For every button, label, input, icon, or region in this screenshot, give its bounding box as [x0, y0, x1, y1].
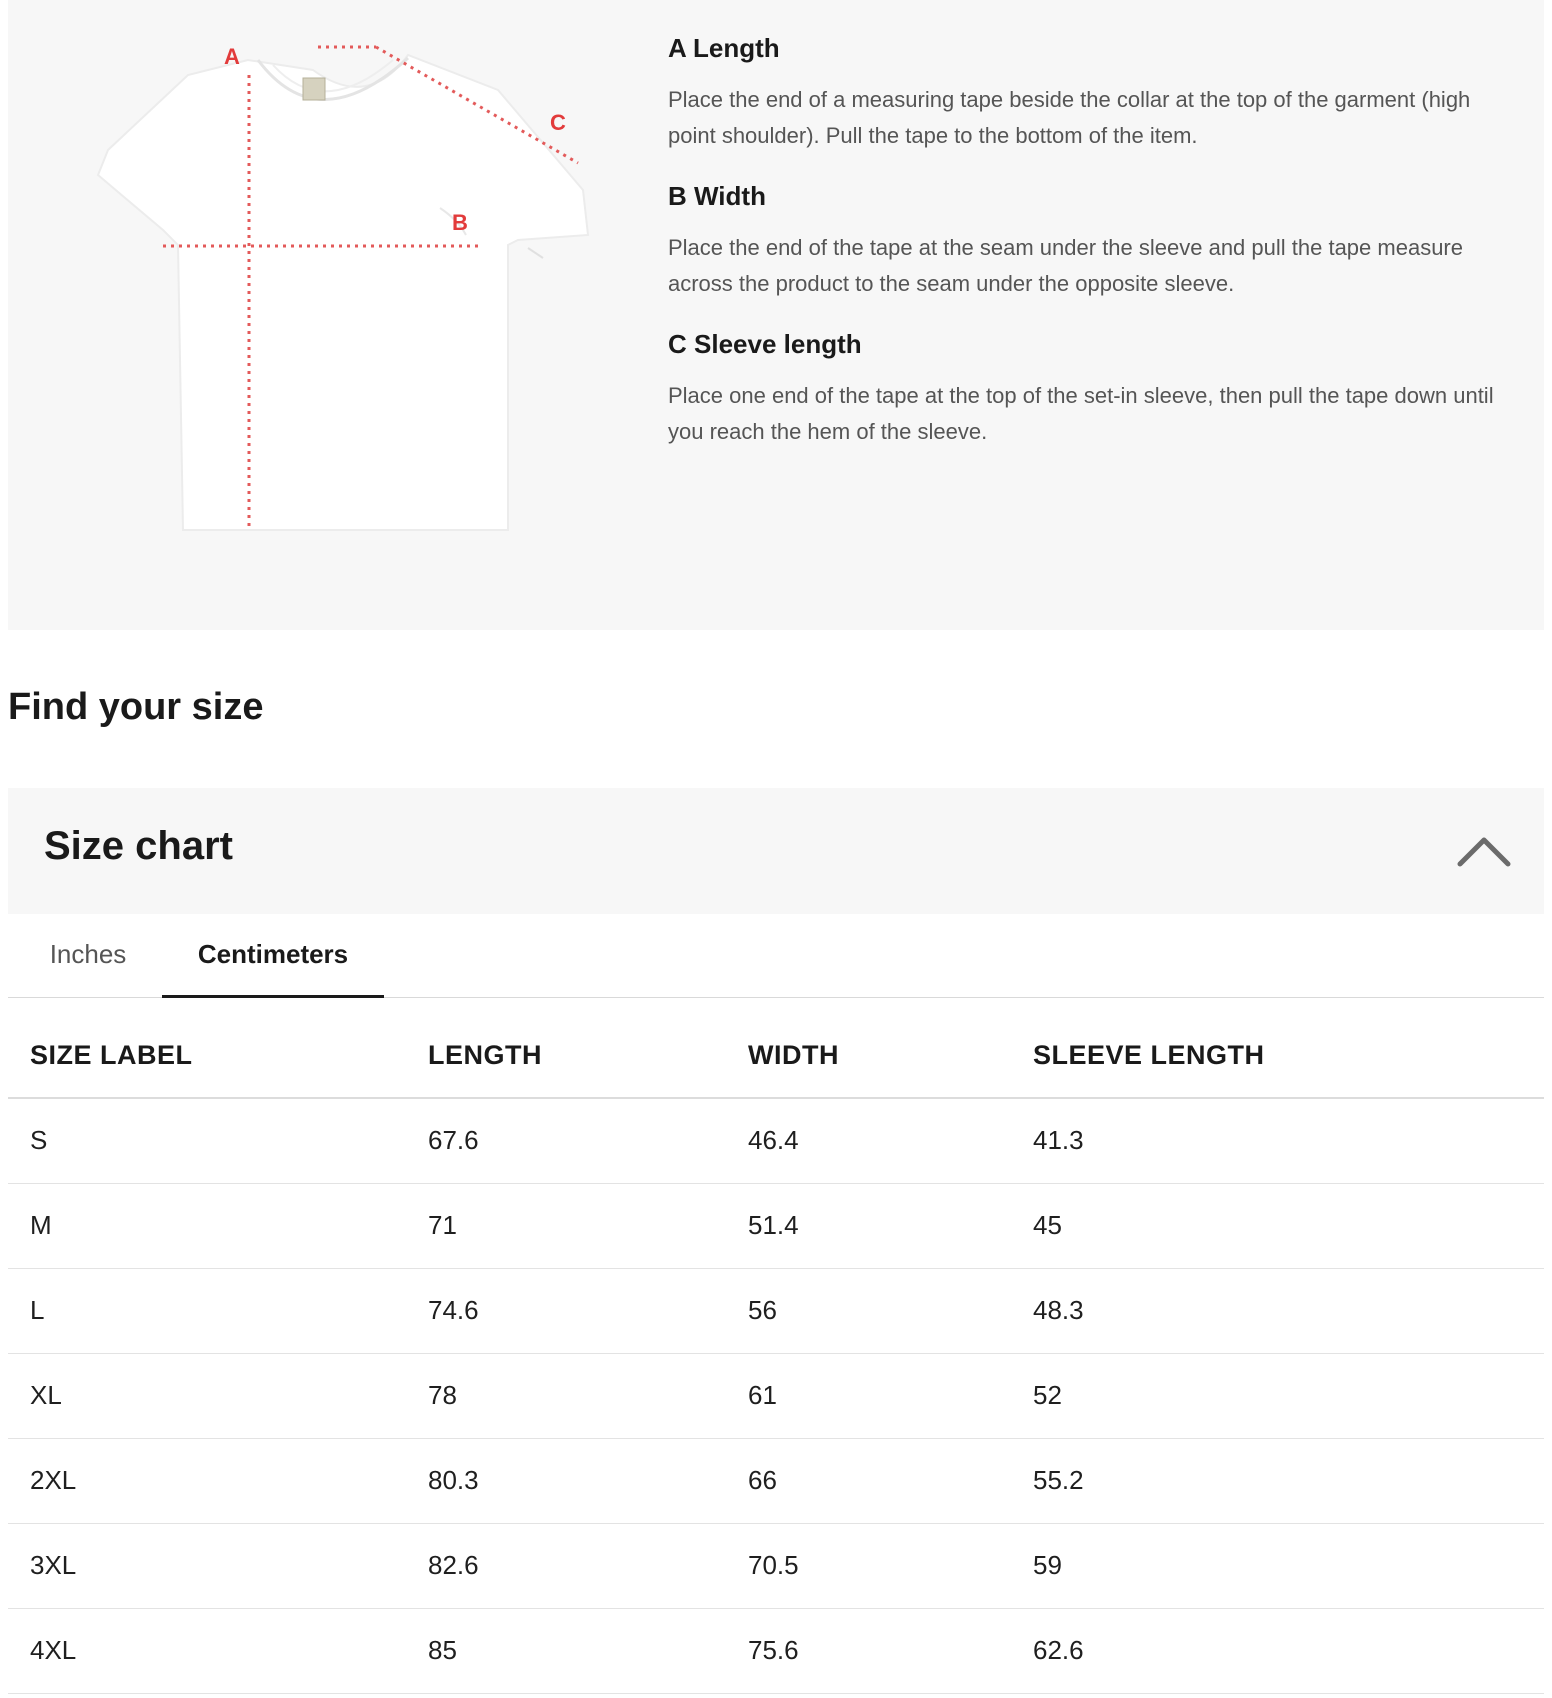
length-cell: 67.6: [406, 1098, 726, 1183]
tshirt-illustration: [68, 30, 648, 550]
length-cell: 74.6: [406, 1268, 726, 1353]
instruction-text: Place the end of the tape at the seam under the sleeve and pull the tape measure across the product to the seam under the opposite sleeve.: [668, 235, 1463, 296]
length-cell: 85: [406, 1608, 726, 1693]
size-label-cell: 2XL: [8, 1438, 406, 1523]
column-header-length: LENGTH: [406, 1014, 726, 1098]
instruction-text: Place the end of a measuring tape beside the collar at the top of the garment (high point shoulder). Pull the tape to the bottom of the item.: [668, 87, 1471, 148]
width-cell: 56: [726, 1268, 1011, 1353]
column-header-width: WIDTH: [726, 1014, 1011, 1098]
table-row: [8, 1438, 1544, 1523]
table-row: [8, 1268, 1544, 1353]
table-row: [8, 1523, 1544, 1608]
sleeve-length-cell: 41.3: [1011, 1098, 1544, 1183]
chevron-up-icon[interactable]: [1454, 830, 1514, 870]
diagram-label-c: C: [550, 110, 566, 135]
size-label-cell: M: [8, 1183, 406, 1268]
sleeve-length-cell: 45: [1011, 1183, 1544, 1268]
length-cell: 80.3: [406, 1438, 726, 1523]
size-chart-accordion-header[interactable]: [8, 788, 1544, 914]
instruction-title: C Sleeve length: [668, 329, 862, 359]
table-row: [8, 1608, 1544, 1693]
instruction-title: A Length: [668, 33, 780, 63]
length-cell: 71: [406, 1183, 726, 1268]
width-cell: 51.4: [726, 1183, 1011, 1268]
width-cell: 66: [726, 1438, 1011, 1523]
measurement-instructions: [668, 30, 1498, 474]
diagram-label-b: B: [452, 210, 468, 235]
width-cell: 61: [726, 1353, 1011, 1438]
column-header-sleeve-length: SLEEVE LENGTH: [1011, 1014, 1544, 1098]
size-table: [8, 1014, 1544, 1694]
column-header-size-label: SIZE LABEL: [8, 1014, 406, 1098]
length-cell: 82.6: [406, 1523, 726, 1608]
instruction-text: Place one end of the tape at the top of the set-in sleeve, then pull the tape down until you reach the hem of the sleeve.: [668, 383, 1494, 444]
size-chart-title: Size chart: [44, 824, 233, 868]
width-cell: 46.4: [726, 1098, 1011, 1183]
length-cell: 78: [406, 1353, 726, 1438]
instruction-sleeve-length: [668, 326, 1498, 450]
tab-inches[interactable]: Inches: [49, 939, 127, 969]
table-row: [8, 1183, 1544, 1268]
table-header-row: [8, 1014, 1544, 1098]
sleeve-length-cell: 48.3: [1011, 1268, 1544, 1353]
instruction-title: B Width: [668, 181, 766, 211]
tab-centimeters[interactable]: Centimeters: [162, 914, 384, 998]
size-label-cell: 3XL: [8, 1523, 406, 1608]
sleeve-length-cell: 55.2: [1011, 1438, 1544, 1523]
shirt-tag: [303, 78, 325, 100]
sleeve-length-cell: 59: [1011, 1523, 1544, 1608]
size-label-cell: XL: [8, 1353, 406, 1438]
measurement-guide-panel: [8, 0, 1544, 630]
find-your-size-heading: Find your size: [8, 686, 264, 728]
sleeve-length-cell: 52: [1011, 1353, 1544, 1438]
size-label-cell: S: [8, 1098, 406, 1183]
size-label-cell: L: [8, 1268, 406, 1353]
instruction-length: [668, 30, 1498, 154]
width-cell: 75.6: [726, 1608, 1011, 1693]
size-label-cell: 4XL: [8, 1608, 406, 1693]
tshirt-measurement-diagram: [68, 30, 648, 550]
unit-tabs: [8, 914, 1544, 998]
instruction-width: [668, 178, 1498, 302]
table-row: [8, 1098, 1544, 1183]
diagram-label-a: A: [224, 44, 240, 69]
table-row: [8, 1353, 1544, 1438]
width-cell: 70.5: [726, 1523, 1011, 1608]
sleeve-length-cell: 62.6: [1011, 1608, 1544, 1693]
